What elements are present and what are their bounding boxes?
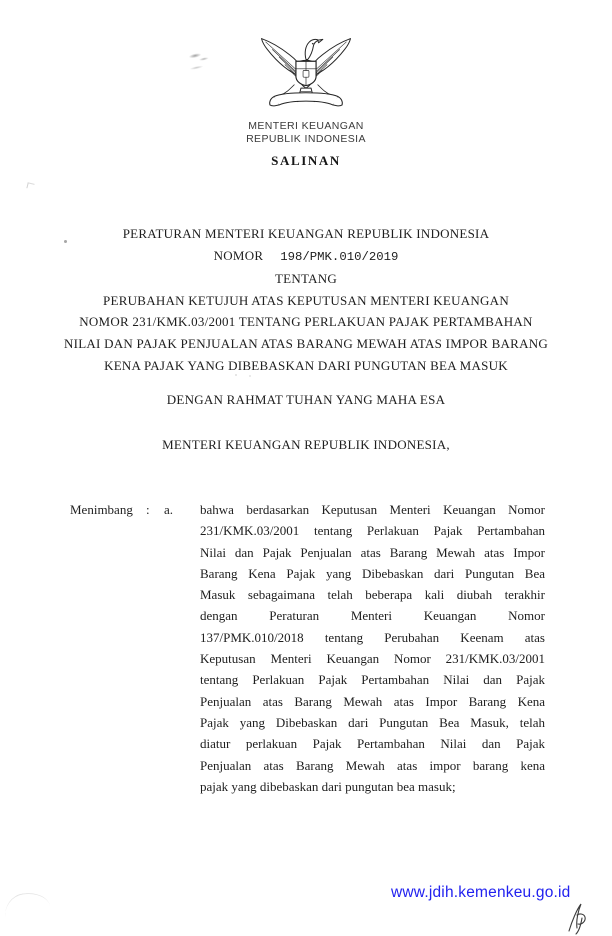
considering-item-text (200, 499, 545, 797)
letterhead (0, 0, 612, 169)
ministry-name: MENTERI KEUANGAN (248, 120, 364, 132)
republic-name: REPUBLIK INDONESIA (246, 133, 366, 145)
subject-line: NOMOR 231/KMK.03/2001 TENTANG PERLAKUAN PAJAK PERTAMBAHAN (79, 314, 533, 330)
subject-line: PERUBAHAN KETUJUH ATAS KEPUTUSAN MENTERI KEUANGAN (103, 292, 509, 308)
body-text-line: Penjualan atas Barang Mewah atas Impor Barang Kena (200, 693, 545, 709)
jdih-watermark-link[interactable]: www.jdih.kemenkeu.go.id (391, 884, 571, 901)
separator-colon: : (146, 502, 150, 517)
body-text-line: Keputusan Menteri Keuangan Nomor 231/KMK.03/2001 (200, 651, 545, 667)
body-text-line: pajak yang dibebaskan dari pungutan bea masuk; (200, 778, 456, 794)
subject-line: NILAI DAN PAJAK PENJUALAN ATAS BARANG MEWAH ATAS IMPOR BARANG (64, 335, 548, 351)
issuer-line: MENTERI KEUANGAN REPUBLIK INDONESIA, (162, 437, 450, 452)
body-text-line: tentang Perlakuan Pajak Pertambahan Nilai dan Pajak (200, 672, 545, 688)
subject-line: KENA PAJAK YANG DIBEBASKAN DARI PUNGUTAN BEA MASUK (104, 357, 508, 373)
invocation-line: DENGAN RAHMAT TUHAN YANG MAHA ESA (166, 392, 446, 407)
body-text-line: 231/KMK.03/2001 tentang Perlakuan Pajak Pertambahan (200, 523, 545, 539)
body-text-line: Penjualan atas Barang Mewah atas impor barang kena (200, 757, 545, 773)
about-label: TENTANG (274, 271, 338, 287)
title-block (0, 223, 612, 376)
body-text-line: Pajak yang Dibebaskan dari Pungutan Bea Masuk, telah (200, 714, 545, 730)
garuda-pancasila-emblem-icon (254, 31, 358, 115)
regulation-heading: PERATURAN MENTERI KEUANGAN REPUBLIK INDONESIA (122, 226, 490, 241)
body-text-line: diatur perlakuan Pajak Pertambahan Nilai dan Pajak (200, 736, 545, 752)
number-value: 198/PMK.010/2019 (280, 249, 399, 264)
body-text-line: dengan Peraturan Menteri Keuangan Nomor (200, 608, 545, 624)
considering-section (70, 499, 545, 797)
item-marker: a. (164, 502, 174, 517)
number-label: NOMOR (213, 247, 264, 263)
scan-artifact-mark (26, 182, 34, 190)
regulation-number-row (0, 245, 612, 269)
body-text-line: Masuk sebagaimana telah beberapa kali diubah terakhir (200, 587, 545, 603)
handwritten-paraf-icon (565, 901, 595, 935)
copy-stamp: SALINAN (271, 153, 341, 168)
subject-lines (0, 290, 612, 376)
body-text-line: 137/PMK.010/2018 tentang Perubahan Keenam atas (200, 629, 545, 645)
scan-artifact-corner (2, 890, 51, 923)
body-text-line: Barang Kena Pajak yang Dibebaskan dari Pungutan Bea (200, 565, 545, 581)
body-text-line: Nilai dan Pajak Penjualan atas Barang Mewah atas Impor (200, 544, 545, 560)
garuda-pancasila-emblem-svg (254, 31, 358, 115)
considering-label: Menimbang (70, 502, 133, 517)
body-text-line: bahwa berdasarkan Keputusan Menteri Keuangan Nomor (200, 502, 545, 517)
